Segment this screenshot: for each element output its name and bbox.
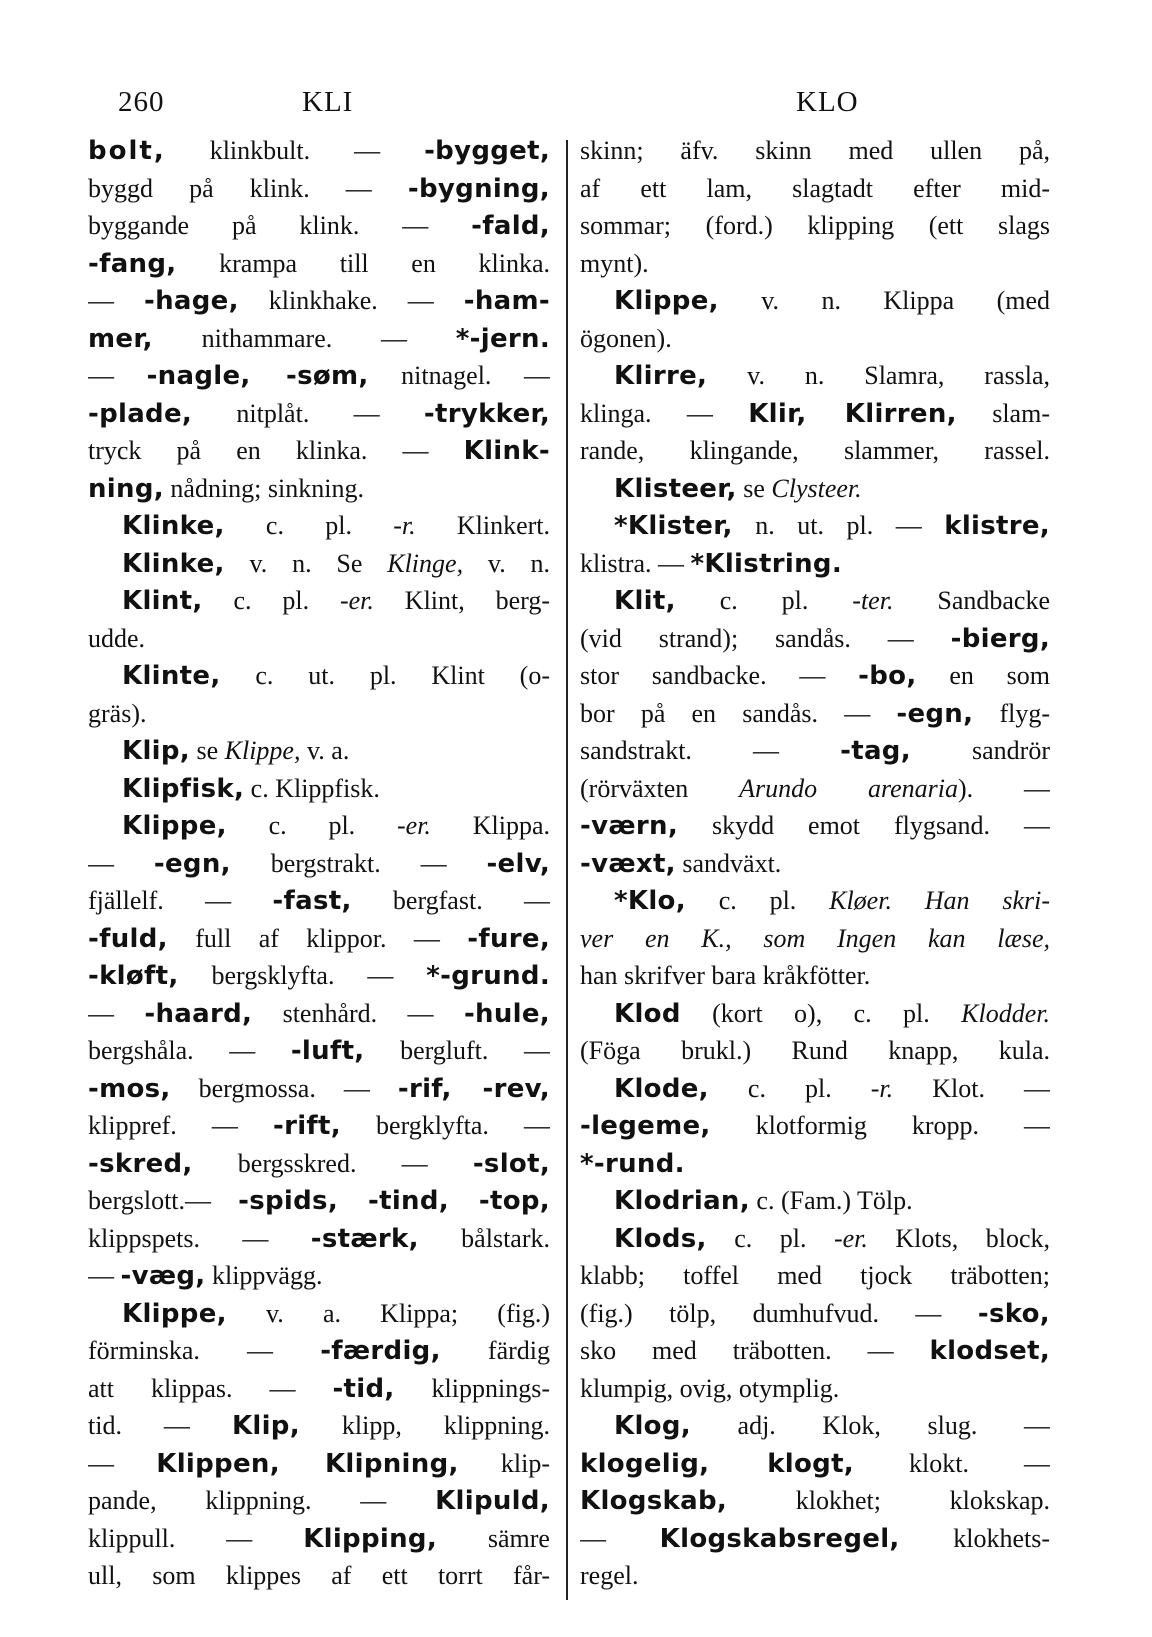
- text-line: — -nagle, -søm, nitnagel. —: [88, 361, 550, 391]
- text-line: Klinke, v. n. Se Klinge, v. n.: [122, 548, 550, 579]
- text-line: (Föga brukl.) Rund knapp, kula.: [580, 1036, 1050, 1065]
- text-line: -fuld, full af klippor. — -fure,: [88, 923, 550, 954]
- text-line: tid. — Klip, klipp, klippning.: [88, 1411, 550, 1441]
- text-line: -værn, skydd emot flygsand. —: [580, 811, 1050, 841]
- text-line: mer, nithammare. — *-jern.: [88, 323, 550, 354]
- text-line: bolt, klinkbult. — -bygget,: [88, 136, 550, 166]
- text-line: ögonen).: [580, 323, 672, 353]
- text-line: udde.: [88, 623, 146, 653]
- text-line: — -hage, klinkhake. — -ham-: [88, 286, 550, 316]
- text-line: pande, klippning. — Klipuld,: [88, 1486, 550, 1516]
- text-line: klabb; toffel med tjock träbotten;: [580, 1261, 1050, 1290]
- text-line: (fig.) tölp, dumhufvud. — -sko,: [580, 1298, 1050, 1329]
- text-line: gräs).: [88, 698, 147, 728]
- text-line: -skred, bergsskred. — -slot,: [88, 1148, 550, 1179]
- right-guide-word: KLO: [796, 86, 859, 118]
- left-guide-word: KLI: [302, 86, 354, 118]
- text-line: fjällelf. — -fast, bergfast. —: [88, 886, 550, 916]
- text-line: *Klo, c. pl. Kløer. Han skri-: [614, 886, 1050, 916]
- text-line: -kløft, bergsklyfta. — *-grund.: [88, 961, 550, 991]
- column-divider: [566, 140, 568, 1600]
- text-line: ver en K., som Ingen kan læse,: [580, 923, 1050, 953]
- text-line: Klippe, v. n. Klippa (med: [614, 286, 1050, 316]
- text-line: -fang, krampa till en klinka.: [88, 248, 550, 279]
- text-line: — -egn, bergstrakt. — -elv,: [88, 848, 550, 879]
- text-line: Klode, c. pl. -r. Klot. —: [614, 1073, 1050, 1104]
- text-line: Klods, c. pl. -er. Klots, block,: [614, 1223, 1050, 1254]
- text-line: klippull. — Klipping, sämre: [88, 1523, 550, 1554]
- text-line: klinga. — Klir, Klirren, slam-: [580, 398, 1050, 429]
- page-number: 260: [118, 86, 165, 118]
- text-line: skinn; äfv. skinn med ullen på,: [580, 136, 1050, 165]
- text-line: Klinte, c. ut. pl. Klint (o-: [122, 661, 550, 691]
- text-line: (vid strand); sandås. — -bierg,: [580, 623, 1050, 654]
- text-line: att klippas. — -tid, klippnings-: [88, 1373, 550, 1404]
- text-line: han skrifver bara kråkfötter.: [580, 961, 871, 990]
- text-line: Klodrian, c. (Fam.) Tölp.: [614, 1186, 913, 1216]
- text-line: sommar; (ford.) klipping (ett slags: [580, 211, 1050, 240]
- text-line: ning, nådning; sinkning.: [88, 473, 364, 504]
- text-line: Klint, c. pl. -er. Klint, berg-: [122, 586, 550, 616]
- text-line: Klit, c. pl. -ter. Sandbacke: [614, 586, 1050, 616]
- text-line: — Klogskabsregel, klokhets-: [580, 1523, 1050, 1554]
- right-column: [580, 132, 1050, 1595]
- text-line: (rörväxten Arundo arenaria). —: [580, 773, 1050, 803]
- text-line: ull, som klippes af ett torrt får-: [88, 1561, 550, 1590]
- text-line: Klippe, c. pl. -er. Klippa.: [122, 811, 550, 841]
- text-line: klumpig, ovig, otymplig.: [580, 1373, 840, 1403]
- text-line: klistra. — *Klistring.: [580, 548, 843, 579]
- text-line: Klod (kort o), c. pl. Klodder.: [614, 998, 1050, 1029]
- text-line: af ett lam, slagtadt efter mid-: [580, 173, 1050, 203]
- text-line: sandstrakt. — -tag, sandrör: [580, 736, 1050, 766]
- text-line: byggd på klink. — -bygning,: [88, 173, 550, 204]
- text-line: klippref. — -rift, bergklyfta. —: [88, 1111, 550, 1141]
- text-line: klogelig, klogt, klokt. —: [580, 1448, 1050, 1479]
- text-line: Klog, adj. Klok, slug. —: [614, 1411, 1050, 1441]
- text-line: *Klister, n. ut. pl. — klistre,: [614, 511, 1050, 541]
- text-line: -plade, nitplåt. — -trykker,: [88, 398, 550, 429]
- left-column: [88, 132, 550, 1595]
- text-line: förminska. — -færdig, färdig: [88, 1336, 550, 1366]
- text-line: sko med träbotten. — klodset,: [580, 1336, 1050, 1366]
- text-line: — -væg, klippvägg.: [88, 1261, 323, 1291]
- text-line: Klirre, v. n. Slamra, rassla,: [614, 361, 1050, 391]
- text-line: bergslott.— -spids, -tind, -top,: [88, 1186, 550, 1216]
- text-line: Klip, se Klippe, v. a.: [122, 736, 350, 766]
- text-line: -mos, bergmossa. — -rif, -rev,: [88, 1073, 550, 1104]
- text-line: Klisteer, se Clysteer.: [614, 473, 862, 504]
- text-line: Klipfisk, c. Klippfisk.: [122, 773, 380, 804]
- text-line: — -haard, stenhård. — -hule,: [88, 998, 550, 1029]
- text-line: Klinke, c. pl. -r. Klinkert.: [122, 511, 550, 541]
- text-line: bor på en sandås. — -egn, flyg-: [580, 698, 1050, 729]
- text-line: Klippe, v. a. Klippa; (fig.): [122, 1298, 550, 1329]
- text-line: byggande på klink. — -fald,: [88, 211, 550, 241]
- text-line: bergshåla. — -luft, bergluft. —: [88, 1036, 550, 1066]
- page-header: [90, 86, 1050, 126]
- text-line: — Klippen, Klipning, klip-: [88, 1448, 550, 1479]
- text-line: *-rund.: [580, 1148, 685, 1179]
- text-line: tryck på en klinka. — Klink-: [88, 436, 550, 466]
- text-line: klippspets. — -stærk, bålstark.: [88, 1223, 550, 1254]
- text-line: -legeme, klotformig kropp. —: [580, 1111, 1050, 1141]
- text-line: regel.: [580, 1561, 639, 1590]
- text-line: rande, klingande, slammer, rassel.: [580, 436, 1050, 465]
- text-line: mynt).: [580, 248, 649, 278]
- text-line: Klogskab, klokhet; klokskap.: [580, 1486, 1050, 1516]
- text-line: stor sandbacke. — -bo, en som: [580, 661, 1050, 691]
- text-line: -væxt, sandväxt.: [580, 848, 782, 879]
